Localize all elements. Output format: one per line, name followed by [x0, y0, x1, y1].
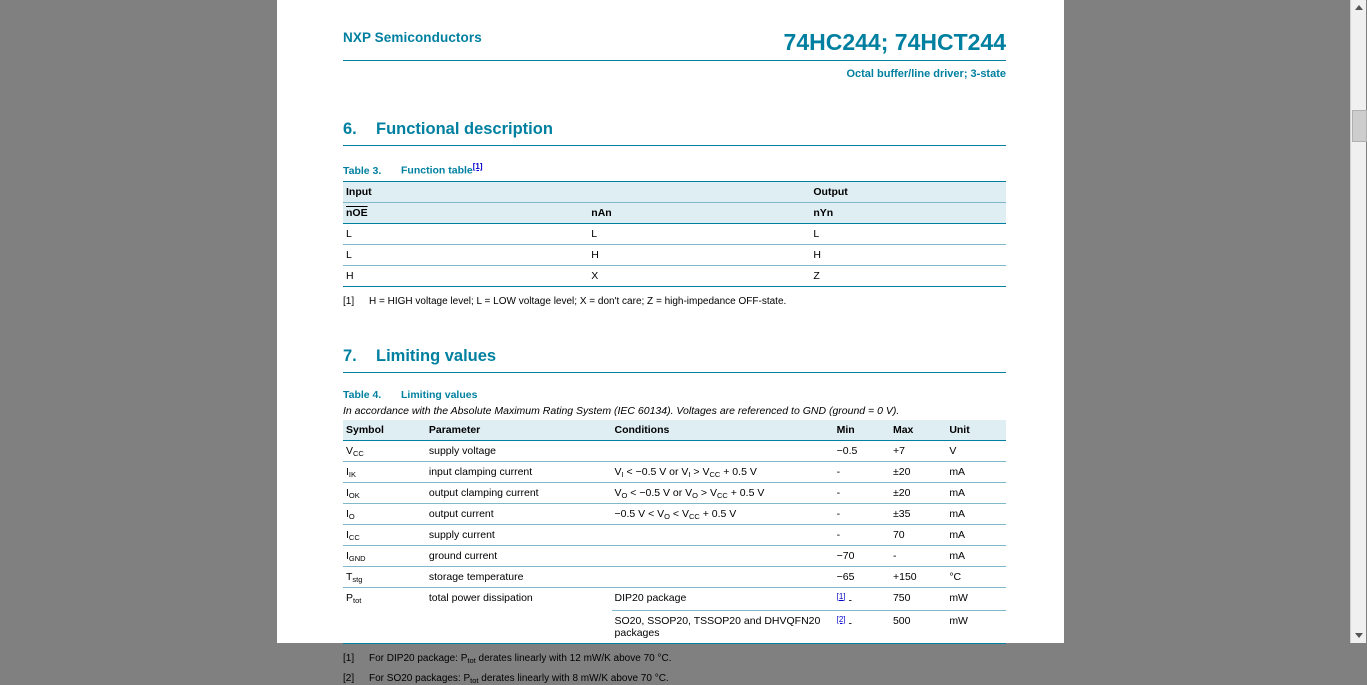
table-title: Limiting values [401, 388, 478, 401]
footnote-ref[interactable]: [1] [472, 162, 483, 172]
cell-parameter: storage temperature [426, 566, 612, 587]
footnote-ref[interactable]: [1] [836, 591, 846, 601]
table-subcaption: In accordance with the Absolute Maximum Rating System (IEC 60134). Voltages are referenced to GND (ground = 0 V). [343, 404, 900, 417]
cell-symbol: $V_{CC}$ [343, 440, 426, 461]
cell-conditions: SO20, SSOP20, TSSOP20 and DHVQFN20 packages [612, 611, 834, 644]
cell-parameter: output clamping current [426, 482, 612, 503]
cell-nyn: Z [810, 265, 1006, 286]
cell-nyn: H [810, 244, 1006, 265]
section-heading-functional-description [343, 120, 1006, 139]
cell-conditions: $V_O < -0.5$ V or $V_O > V_{CC} + 0.5$ V [612, 482, 834, 503]
cell-parameter: supply voltage [426, 440, 612, 461]
cell-parameter: supply current [426, 524, 612, 545]
cell-min: −65 [834, 566, 890, 587]
footnote-mark: [1] [343, 653, 355, 665]
column-header-nan: nAn [588, 202, 810, 223]
cell-unit: mA [946, 524, 1006, 545]
cell-max: ±20 [890, 482, 946, 503]
table-row [343, 611, 1006, 644]
table-number: Table 4. [343, 388, 382, 401]
table-row [343, 244, 1006, 265]
cell-symbol: $I_O$ [343, 503, 426, 524]
cell-unit: mW [946, 611, 1006, 644]
cell-unit: °C [946, 566, 1006, 587]
table-header-row [343, 181, 1006, 202]
table-row [343, 566, 1006, 587]
scrollbar-thumb[interactable] [1352, 110, 1367, 142]
cell-max: +150 [890, 566, 946, 587]
cell-min: - [834, 524, 890, 545]
cell-conditions [612, 524, 834, 545]
cell-unit: mA [946, 461, 1006, 482]
footnote-ref[interactable]: [2] [836, 615, 846, 625]
cell-conditions [612, 545, 834, 566]
table-row [343, 503, 1006, 524]
column-header-output: Output [810, 181, 1006, 202]
vertical-scrollbar[interactable] [1350, 0, 1366, 643]
footnote-text: H = HIGH voltage level; L = LOW voltage level; X = don't care; Z = high-impedance OFF-state. [369, 295, 787, 307]
cell-parameter: output current [426, 503, 612, 524]
table-caption-function-table [343, 162, 1006, 177]
section-number: 7. [343, 346, 357, 365]
cell-min: −70 [834, 545, 890, 566]
cell-symbol: $P_{tot}$ [346, 591, 362, 605]
table-caption-limiting-values [343, 389, 1006, 401]
table-footnote [343, 673, 1006, 684]
document-subtitle: Octal buffer/line driver; 3-state [846, 68, 1006, 81]
page-header [343, 0, 1006, 54]
footnote-text: For DIP20 package: $P_{tot}$ derates linearly with 12 mW/K above 70 °C. [369, 653, 672, 666]
table-row [343, 461, 1006, 482]
table-footnote [343, 296, 1006, 307]
cell-min: - [834, 503, 890, 524]
section-title: Limiting values [376, 346, 497, 365]
cell-conditions: −0.5 $V < V_O < V_{CC} + 0.5$ V [612, 503, 834, 524]
scroll-down-button[interactable] [1351, 628, 1366, 643]
header-divider [343, 60, 1006, 61]
cell-max: +7 [890, 440, 946, 461]
limiting-values-table [343, 420, 1006, 645]
cell-parameter: input clamping current [426, 461, 612, 482]
cell-conditions: DIP20 package [612, 587, 834, 611]
column-header-symbol: Symbol [343, 420, 426, 441]
column-header-nyn: nYn [810, 202, 1006, 223]
cell-symbol: $T_{stg}$ [343, 566, 426, 587]
footnote-mark: [1] [343, 295, 355, 307]
column-header-unit: Unit [946, 420, 1006, 441]
section-divider [343, 372, 1006, 373]
table-header-row [343, 420, 1006, 441]
table-subheader-row [343, 202, 1006, 223]
table-row [343, 440, 1006, 461]
cell-nyn: L [810, 223, 1006, 244]
cell-min: - [834, 461, 890, 482]
table-row [343, 524, 1006, 545]
section-divider [343, 145, 1006, 146]
column-header-input: Input [343, 181, 810, 202]
cell-max: 70 [890, 524, 946, 545]
scroll-up-button[interactable] [1351, 0, 1366, 15]
cell-min: [2] - [834, 611, 890, 644]
column-header-conditions: Conditions [612, 420, 834, 441]
cell-symbol: $I_{OK}$ [343, 482, 426, 503]
cell-parameter [426, 611, 612, 644]
cell-max: ±35 [890, 503, 946, 524]
arrow-up-icon [1355, 5, 1363, 10]
cell-noe: L [343, 223, 588, 244]
cell-max: - [890, 545, 946, 566]
cell-nan: H [588, 244, 810, 265]
cell-parameter: ground current [426, 545, 612, 566]
table-number: Table 3. [343, 164, 382, 177]
cell-min: −0.5 [834, 440, 890, 461]
table-row [343, 545, 1006, 566]
cell-max: 750 [890, 587, 946, 611]
cell-symbol: $I_{GND}$ [343, 545, 426, 566]
cell-nan: X [588, 265, 810, 286]
column-header-parameter: Parameter [426, 420, 612, 441]
cell-unit: mA [946, 503, 1006, 524]
column-header-noe: $\overline{nOE}$ [343, 202, 588, 223]
footnote-text: For SO20 packages: $P_{tot}$ derates linearly with 8 mW/K above 70 °C. [369, 673, 669, 685]
cell-unit: mA [946, 482, 1006, 503]
cell-symbol: $I_{IK}$ [343, 461, 426, 482]
document-page [277, 0, 1064, 685]
cell-min: [1] - [834, 587, 890, 611]
footnote-mark: [2] [343, 673, 355, 685]
cell-symbol [343, 611, 426, 644]
cell-min: - [834, 482, 890, 503]
section-heading-limiting-values [343, 347, 1006, 366]
document-part-number: 74HC244; 74HCT244 [783, 29, 1006, 55]
cell-noe: L [343, 244, 588, 265]
table-title: Function table [401, 164, 473, 177]
cell-unit: mW [946, 587, 1006, 611]
column-header-min: Min [834, 420, 890, 441]
function-table [343, 181, 1006, 287]
cell-nan: L [588, 223, 810, 244]
arrow-down-icon [1355, 633, 1363, 638]
table-row [343, 265, 1006, 286]
table-row [343, 223, 1006, 244]
cell-symbol: $I_{CC}$ [343, 524, 426, 545]
cell-unit: V [946, 440, 1006, 461]
cell-noe: H [343, 265, 588, 286]
cell-parameter: total power dissipation [428, 591, 533, 604]
cell-max: ±20 [890, 461, 946, 482]
section-number: 6. [343, 120, 357, 139]
table-row [343, 587, 1006, 611]
table-footnote [343, 653, 1006, 664]
table-row [343, 482, 1006, 503]
column-header-max: Max [890, 420, 946, 441]
cell-unit: mA [946, 545, 1006, 566]
cell-conditions [612, 440, 834, 461]
company-name: NXP Semiconductors [343, 30, 482, 45]
section-title: Functional description [376, 120, 553, 139]
cell-conditions [612, 566, 834, 587]
cell-conditions: $V_I < -0.5$ V or $V_I > V_{CC} + 0.5$ V [612, 461, 834, 482]
cell-max: 500 [890, 611, 946, 644]
